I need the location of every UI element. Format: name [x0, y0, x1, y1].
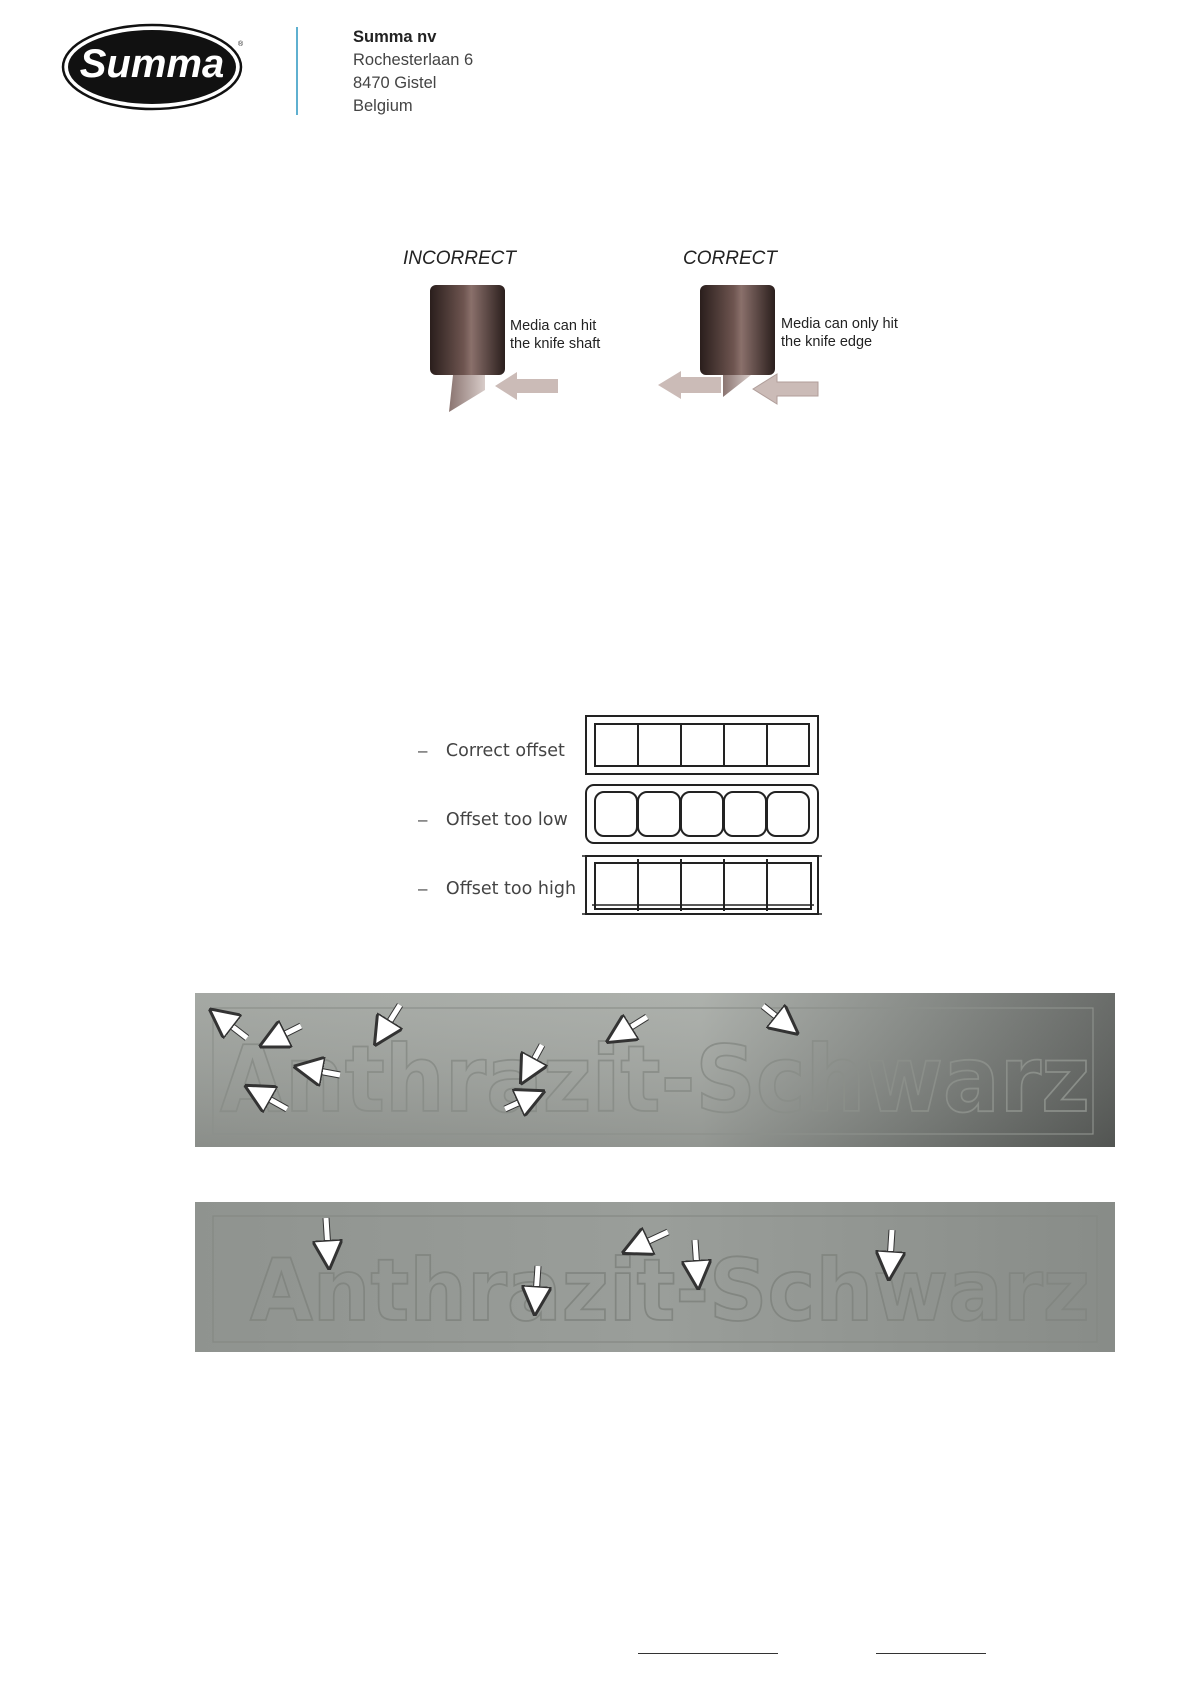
offset-row-correct — [418, 741, 565, 761]
company-name: Summa nv — [353, 28, 437, 46]
company-address — [353, 26, 473, 118]
summa-logo — [60, 22, 245, 117]
signature-line-2 — [876, 1653, 986, 1654]
offset-label-too-low: Offset too low — [445, 810, 568, 830]
correct-note — [781, 315, 898, 351]
knife-offset-diagram — [395, 240, 915, 420]
correct-title: CORRECT — [683, 248, 777, 269]
logo-text: Summa — [79, 42, 225, 86]
signature-line-1 — [638, 1653, 778, 1654]
header-divider — [296, 27, 298, 115]
correct-note-line-2: the knife edge — [781, 334, 873, 350]
incorrect-arrow — [495, 372, 558, 400]
cut-sample-photo-2 — [195, 1202, 1115, 1352]
photo-2-cut-text: Anthrazit-Schwarz — [250, 1241, 1090, 1341]
address-city: 8470 Gistel — [353, 74, 437, 92]
offset-examples — [410, 715, 830, 935]
incorrect-note — [510, 317, 600, 353]
list-dash: – — [418, 879, 428, 898]
incorrect-note-line-2: the knife shaft — [510, 336, 601, 352]
address-country: Belgium — [353, 97, 413, 115]
offset-label-correct: Correct offset — [445, 741, 565, 761]
list-dash: – — [418, 741, 428, 760]
correct-note-line-1: Media can only hit — [781, 316, 898, 332]
svg-text:®: ® — [238, 41, 244, 48]
offset-row-too-high — [418, 879, 576, 899]
offset-row-too-low — [418, 810, 568, 830]
address-street: Rochesterlaan 6 — [353, 51, 474, 69]
incorrect-note-line-1: Media can hit — [510, 318, 597, 334]
correct-arrow — [753, 374, 818, 404]
offset-label-too-high: Offset too high — [445, 879, 577, 899]
incorrect-title: INCORRECT — [403, 248, 516, 269]
offset-too-high-sample — [582, 853, 824, 917]
offset-too-low-sample — [585, 784, 820, 846]
correct-offset-sample — [585, 715, 820, 777]
photo-1-cut-text: Anthrazit-Schwarz — [220, 1026, 1090, 1133]
list-dash: – — [418, 810, 428, 829]
cut-sample-photo-1 — [195, 993, 1115, 1147]
